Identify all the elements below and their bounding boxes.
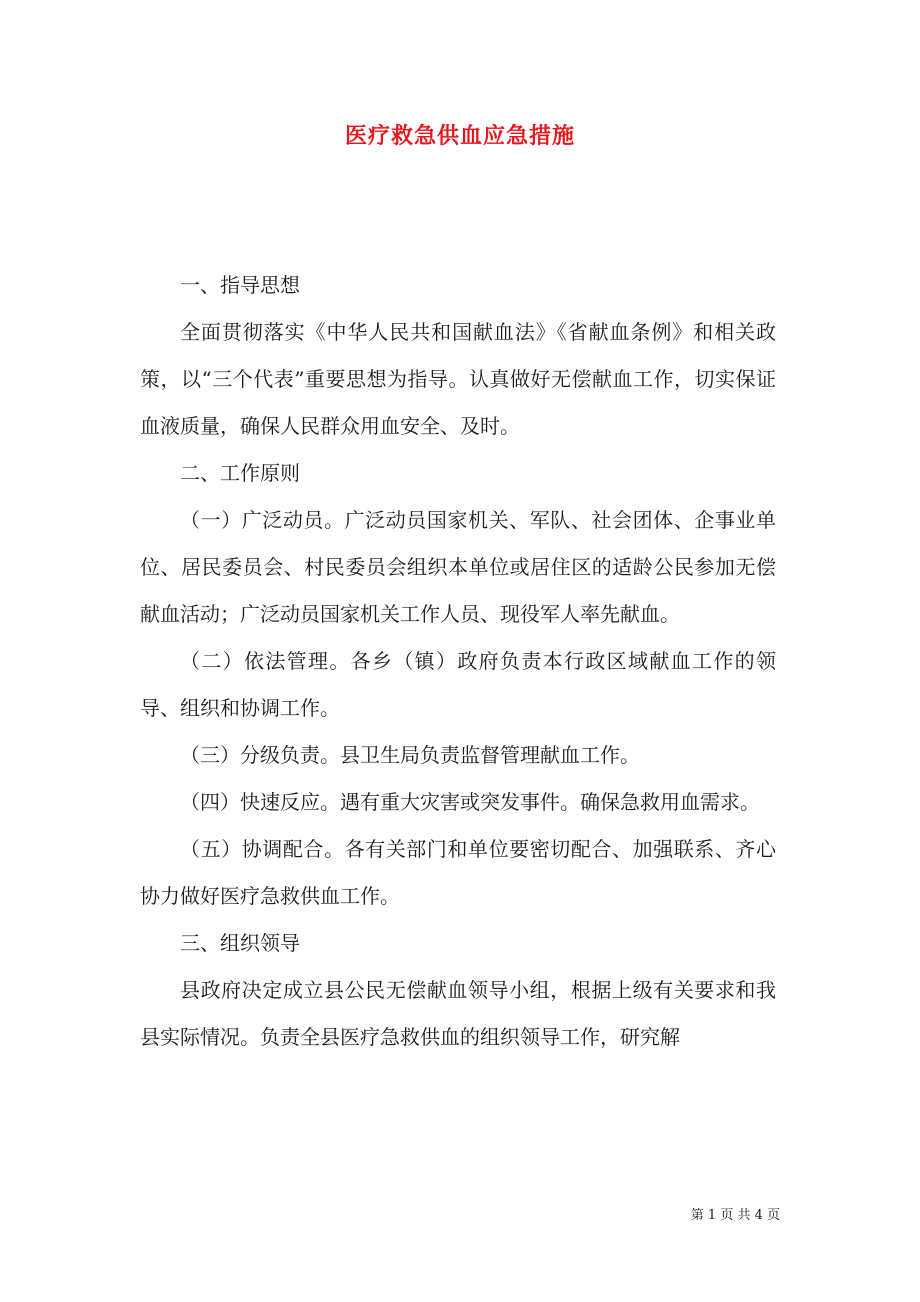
document-body — [140, 262, 776, 1061]
paragraph-organization: 县政府决定成立县公民无偿献血领导小组，根据上级有关要求和我县实际情况。负责全县医疗急救供血的组织领导工作，研究解 — [140, 978, 776, 1049]
section-heading-work-principles: 二、工作原则 — [180, 461, 300, 485]
paragraph-principle-3: （三）分级负责。县卫生局负责监督管理献血工作。 — [180, 743, 640, 767]
paragraph-guiding-ideology: 全面贯彻落实《中华人民共和国献血法》《省献血条例》和相关政策，以“三个代表”重要思想为指导。认真做好无偿献血工作，切实保证血液质量，确保人民群众用血安全、及时。 — [140, 320, 776, 438]
section-heading-organization: 三、组织领导 — [180, 931, 300, 955]
section-heading-guiding-ideology: 一、指导思想 — [180, 273, 300, 297]
paragraph-principle-4: （四）快速反应。遇有重大灾害或突发事件。确保急救用血需求。 — [180, 790, 760, 814]
paragraph-principle-2: （二）依法管理。各乡（镇）政府负责本行政区域献血工作的领导、组织和协调工作。 — [140, 649, 776, 720]
page-number: 第 1 页 共 4 页 — [690, 1208, 780, 1223]
paragraph-principle-1: （一）广泛动员。广泛动员国家机关、军队、社会团体、企事业单位、居民委员会、村民委员会组织本单位或居住区的适龄公民参加无偿献血活动；广泛动员国家机关工作人员、现役军人率先献血。 — [140, 508, 776, 626]
paragraph-principle-5: （五）协调配合。各有关部门和单位要密切配合、加强联系、齐心协力做好医疗急救供血工作。 — [140, 837, 776, 908]
document-title: 医疗救急供血应急措施 — [344, 123, 575, 149]
